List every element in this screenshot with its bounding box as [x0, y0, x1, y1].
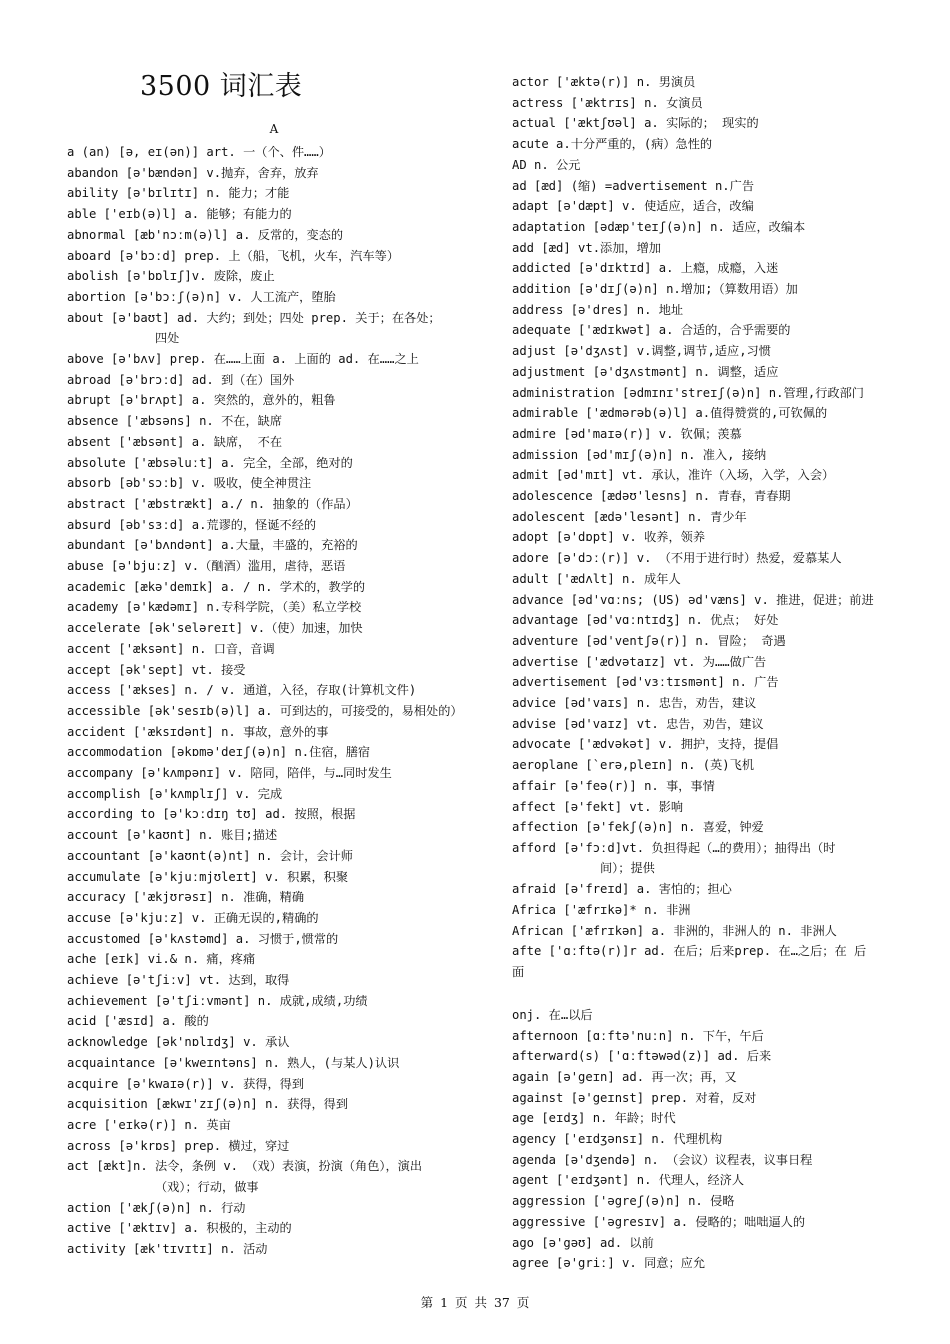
vocab-entry-text: absolute ['æbsəluːt] a. 完全，全部，绝对的 — [67, 455, 353, 470]
vocab-entry — [67, 1074, 485, 1095]
vocab-entry — [67, 680, 485, 701]
vocab-entry-text: adult ['ædʌlt] n. 成年人 — [512, 571, 681, 586]
vocab-entry — [512, 776, 887, 797]
vocab-entry-text: ad [æd] (缩) =advertisement n.广告 — [512, 178, 755, 193]
vocab-entry — [512, 652, 887, 673]
vocab-entry — [512, 238, 887, 259]
vocab-entry-text: afford [ə'fɔːd]vt. 负担得起（…的费用）；抽得出（时 — [512, 840, 836, 855]
section-letter: A — [269, 122, 279, 136]
vocab-entry-text: absorb [əb'sɔːb] v. 吸收，使全神贯注 — [67, 476, 312, 491]
vocab-entry-text: age [eɪdʒ] n. 年龄；时代 — [512, 1111, 676, 1126]
vocab-entry-text: adopt [ə'dɒpt] v. 收养，领养 — [512, 530, 706, 545]
vocab-entry-text: aeroplane [`erə,pleɪn] n. (英)飞机 — [512, 758, 755, 773]
vocab-entry — [67, 183, 485, 204]
vocab-entry — [512, 155, 887, 176]
vocab-entry — [512, 93, 887, 114]
vocab-entry-text: above [ə'bʌv] prep. 在……上面 a. 上面的 ad. 在……之上 — [67, 352, 419, 366]
vocab-entry-text: active ['æktɪv] a. 积极的，主动的 — [67, 1221, 292, 1236]
vocab-entry-text: about [ə'baʊt] ad. 大约；到处；四处 prep. 关于；在各处； — [67, 310, 441, 325]
vocab-entry — [512, 300, 887, 321]
vocab-entry-text: accompany [ə'kʌmpənɪ] v. 陪同，陪伴，与…同时发生 — [67, 766, 392, 780]
vocab-entry — [512, 320, 887, 341]
vocab-entry — [512, 1170, 887, 1191]
vocab-entry-text: acknowledge [ək'nɒlɪdʒ] v. 承认 — [67, 1035, 290, 1050]
vocab-entry-text: aggressive ['əgresɪv] a. 侵略的；咄咄逼人的 — [512, 1214, 806, 1229]
vocab-entry-text: again [ə'geɪn] ad. 再一次；再，又 — [512, 1069, 737, 1084]
vocab-entry-text: accessible [ək'sesɪb(ə)l] a. 可到达的，可接受的，易相处的） — [67, 703, 463, 718]
vocab-entry — [67, 908, 485, 929]
vocab-entry-text: abolish [ə'bɒlɪʃ]v. 废除，废止 — [67, 269, 275, 284]
vocab-entry-text: affair [ə'feə(r)] n. 事，事情 — [512, 778, 715, 793]
vocab-entry-text: activity [æk'tɪvɪtɪ] n. 活动 — [67, 1242, 268, 1257]
vocab-entry-text: accommodation [əkɒmə'deɪʃ(ə)n] n.住宿，膳宿 — [67, 745, 371, 760]
vocab-entry-text: account [ə'kaʊnt] n. 账目;描述 — [67, 828, 278, 843]
vocab-entry-text: action ['ækʃ(ə)n] n. 行动 — [67, 1200, 246, 1215]
vocab-entry — [512, 1108, 887, 1129]
vocab-entry — [67, 411, 485, 432]
vocab-entry — [67, 1053, 485, 1074]
vocab-entry-text: acquisition [ækwɪ'zɪʃ(ə)n] n. 获得，得到 — [67, 1097, 349, 1112]
vocab-entry-text: accident ['æksɪdənt] n. 事故，意外的事 — [67, 724, 329, 739]
vocab-entry-text: absent ['æbsənt] a. 缺席， 不在 — [67, 434, 283, 449]
vocab-entry — [67, 1011, 485, 1032]
vocab-entry-text: adjustment [ə'dʒʌstmənt] n. 调整，适应 — [512, 364, 779, 379]
vocab-entry — [67, 453, 485, 474]
vocab-entry — [67, 784, 485, 805]
vocab-entry — [67, 494, 485, 515]
vocab-entry — [512, 569, 887, 590]
vocab-entry — [67, 287, 485, 308]
vocab-entry-text: acre ['eɪkə(r)] n. 英亩 — [67, 1117, 231, 1132]
vocab-entry — [512, 714, 887, 735]
vocab-entry-text: ache [eɪk] vi.& n. 痛，疼痛 — [67, 952, 256, 967]
vocab-entry — [67, 225, 485, 246]
vocab-entry-text: academy [ə'kædəmɪ] n.专科学院，（美）私立学校 — [67, 600, 362, 615]
vocab-entry — [67, 390, 485, 411]
vocab-entry-text: agent ['eɪdʒənt] n. 代理人，经济人 — [512, 1173, 745, 1188]
vocab-entry — [67, 618, 485, 639]
vocab-entry-text: admission [əd'mɪʃ(ə)n] n. 准入, 接纳 — [512, 447, 767, 462]
vocab-entry — [67, 1136, 485, 1157]
vocab-entry — [512, 445, 887, 466]
vocab-entry-text: add [æd] vt.添加，增加 — [512, 240, 661, 255]
vocab-entry-text: administration [ədmɪnɪ'streɪʃ(ə)n] n.管理,行政部门 — [512, 385, 864, 400]
vocab-entry — [512, 527, 887, 548]
vocab-entry — [512, 465, 887, 486]
vocab-entry-text: accuracy ['ækjʊrəsɪ] n. 准确，精确 — [67, 890, 305, 905]
vocab-entry-text: affect [ə'fekt] vt. 影响 — [512, 799, 684, 814]
vocab-entry-text: absurd [əb'sɜːd] a.荒谬的，怪诞不经的 — [67, 517, 317, 532]
vocab-entry — [67, 867, 485, 888]
vocab-entry-text: adore [ə'dɔː(r)] v. （不用于进行时）热爱，爱慕某人 — [512, 551, 842, 566]
vocab-entry — [67, 763, 485, 784]
page-footer: 第 1 页 共 37 页 — [420, 1295, 530, 1310]
vocab-entry — [67, 639, 485, 660]
vocab-entry-text: adjust [ə'dʒʌst] v.调整,调节,适应,习惯 — [512, 344, 771, 359]
vocab-entry-text: according to [ə'kɔːdɪŋ tʊ] ad. 按照，根据 — [67, 807, 356, 822]
vocab-entry — [512, 548, 887, 569]
vocab-entry-text: academic [ækə'demɪk] a. / n. 学术的，教学的 — [67, 579, 366, 594]
vocab-entry-text: abrupt [ə'brʌpt] a. 突然的，意外的，粗鲁 — [67, 393, 336, 408]
vocab-entry — [512, 1191, 887, 1212]
vocab-entry — [67, 597, 485, 618]
vocab-entry — [67, 846, 485, 867]
vocab-entry-text: advance [əd'vɑːns; (US) əd'væns] v. 推进，促进；前进 — [512, 592, 874, 607]
vocab-entry — [67, 432, 485, 453]
vocab-entry-text: accumulate [ə'kjuːmjʊleɪt] v. 积累，积聚 — [67, 869, 349, 884]
vocab-entry-text: accent ['æksənt] n. 口音，音调 — [67, 641, 275, 656]
vocab-entry-text: accomplish [ə'kʌmplɪʃ] v. 完成 — [67, 786, 283, 801]
vocab-entry — [512, 1212, 887, 1233]
vocab-entry-text: actor ['æktə(r)] n. 男演员 — [512, 75, 696, 89]
vocab-entry-text: accuse [ə'kjuːz] v. 正确无误的,精确的 — [67, 910, 319, 925]
vocab-entry — [67, 929, 485, 950]
vocab-entry-text: addition [ə'dɪʃ(ə)n] n.增加;（算数用语）加 — [512, 282, 798, 296]
vocab-entry — [512, 879, 887, 900]
vocab-entry — [512, 590, 887, 611]
vocab-entry-text: adventure [əd'ventʃə(r)] n. 冒险； 奇遇 — [512, 633, 786, 648]
vocab-entry — [67, 142, 485, 163]
vocab-entry-text: affection [ə'fekʃ(ə)n] n. 喜爱，钟爱 — [512, 820, 764, 835]
vocab-entry — [512, 507, 887, 528]
vocab-entry — [512, 424, 887, 445]
vocab-entry — [67, 308, 485, 349]
vocab-entry-text: adolescent [ædə'lesənt] n. 青少年 — [512, 509, 747, 524]
vocab-entry — [67, 556, 485, 577]
vocab-entry-text: abnormal [æb'nɔːm(ə)l] a. 反常的，变态的 — [67, 227, 344, 242]
vocab-entry-text: advantage [əd'vɑːntɪdʒ] n. 优点； 好处 — [512, 613, 779, 628]
vocab-entry — [512, 734, 887, 755]
vocab-entry — [67, 970, 485, 991]
vocab-entry-text: onj. 在…以后 — [512, 1007, 593, 1022]
vocab-entry — [512, 72, 887, 93]
vocab-entry — [512, 817, 887, 838]
vocab-entry — [512, 1005, 887, 1026]
vocab-entry — [512, 921, 887, 942]
vocab-entry-text: abroad [ə'brɔːd] ad. 到（在）国外 — [67, 372, 295, 387]
vocab-entry-text: afte ['ɑːftə(r)]r ad. 在后；后来prep. 在…之后；在 后 — [512, 944, 867, 959]
vocab-entry — [512, 1026, 887, 1047]
vocab-entry — [67, 246, 485, 267]
vocab-entry-continuation: （戏）；行动，做事 — [155, 1179, 259, 1194]
vocab-entry-text: advertisement [əd'vɜːtɪsmənt] n. 广告 — [512, 675, 779, 690]
vocab-entry-text: AD n. 公元 — [512, 157, 581, 172]
vocab-entry — [67, 1218, 485, 1239]
vocab-entry-text: accustomed [ə'kʌstəmd] a. 习惯于,惯常的 — [67, 931, 339, 946]
vocab-entry — [67, 660, 485, 681]
vocab-entry-text: admirable ['ædmərəb(ə)l] a.值得赞赏的,可钦佩的 — [512, 406, 828, 421]
vocab-entry — [67, 204, 485, 225]
vocab-entry — [512, 486, 887, 507]
vocab-entry-text: acquaintance [ə'kweɪntəns] n. 熟人，(与某人)认识 — [67, 1055, 400, 1070]
vocab-entry — [512, 838, 887, 879]
vocab-entry-text: act [ækt]n. 法令，条例 v. （戏）表演，扮演（角色），演出 — [67, 1159, 423, 1174]
vocab-entry — [512, 1150, 887, 1171]
vocab-entry-text: able ['eɪb(ə)l] a. 能够；有能力的 — [67, 207, 292, 222]
vocab-entry-text: advertise ['ædvətaɪz] vt. 为……做广告 — [512, 654, 767, 669]
vocab-entry-text: admit [əd'mɪt] vt. 承认，准许（入场，入学，入会） — [512, 468, 835, 483]
vocab-entry-text: afraid [ə'freɪd] a. 害怕的；担心 — [512, 882, 732, 897]
vocab-entry-text: advise [əd'vaɪz] vt. 忠告，劝告，建议 — [512, 716, 764, 731]
vocab-entry-text: advice [əd'vaɪs] n. 忠告，劝告，建议 — [512, 696, 757, 710]
vocab-entry-text: acute a.十分严重的，(病）急性的 — [512, 137, 713, 152]
vocab-entry — [512, 1088, 887, 1109]
vocab-entry-text: accelerate [ək'seləreɪt] v.（使）加速，加快 — [67, 621, 363, 636]
vocab-entry-text: abuse [ə'bjuːz] v.（酗酒）滥用，虐待，恶语 — [67, 559, 346, 573]
vocab-entry — [67, 1115, 485, 1136]
vocab-entry — [512, 258, 887, 279]
vocab-entry — [512, 113, 887, 134]
vocab-entry — [512, 1233, 887, 1254]
vocab-entry-text: abundant [ə'bʌndənt] a.大量，丰盛的，充裕的 — [67, 538, 358, 553]
vocab-entry-text: actress ['æktrɪs] n. 女演员 — [512, 95, 703, 110]
vocab-entry — [67, 701, 485, 722]
vocab-entry — [512, 383, 887, 404]
vocab-entry — [67, 266, 485, 287]
vocab-entry-text: agency ['eɪdʒənsɪ] n. 代理机构 — [512, 1132, 723, 1146]
vocab-entry-text: accept [ək'sept] vt. 接受 — [67, 662, 246, 677]
vocab-entry — [67, 1032, 485, 1053]
vocab-entry — [67, 515, 485, 536]
vocab-entry-text: ago [ə'gəʊ] ad. 以前 — [512, 1235, 654, 1250]
vocab-entry — [67, 804, 485, 825]
vocab-entry — [67, 1094, 485, 1115]
vocab-entry — [67, 742, 485, 763]
vocab-entry — [67, 722, 485, 743]
vocab-entry — [512, 196, 887, 217]
vocab-entry — [67, 370, 485, 391]
vocab-entry-continuation: 四处 — [155, 331, 180, 346]
vocab-entry — [512, 217, 887, 238]
vocab-entry-text: aggression ['əgreʃ(ə)n] n. 侵略 — [512, 1194, 735, 1209]
vocab-entry — [512, 631, 887, 652]
vocab-entry — [512, 1046, 887, 1067]
vocab-entry-continuation: 间）；提供 — [600, 861, 655, 876]
vocab-entry — [512, 941, 887, 982]
vocab-entry-text: absence ['æbsəns] n. 不在，缺席 — [67, 414, 283, 429]
vocab-entry-text: agree [ə'griː] v. 同意；应允 — [512, 1256, 706, 1271]
vocab-entry-text: addicted [ə'dɪktɪd] a. 上瘾，成瘾，入迷 — [512, 261, 779, 276]
vocab-entry — [512, 797, 887, 818]
vocab-entry-text: adaptation [ədæp'teɪʃ(ə)n] n. 适应，改编本 — [512, 219, 806, 234]
vocab-entry-text: aboard [ə'bɔːd] prep. 上（船，飞机，火车，汽车等） — [67, 248, 400, 263]
vocab-entry — [67, 349, 485, 370]
vocab-entry — [512, 693, 887, 714]
vocab-entry-text: a (an) [ə, eɪ(ən)] art. 一（个、件……） — [67, 145, 331, 159]
vocab-entry — [67, 473, 485, 494]
vocab-entry-text: African ['æfrɪkən] a. 非洲的，非洲人的 n. 非洲人 — [512, 923, 837, 938]
vocab-entry — [67, 949, 485, 970]
vocab-entry — [67, 1198, 485, 1219]
vocab-entry — [67, 1156, 485, 1197]
vocab-entry-text: against [ə'geɪnst] prep. 对着，反对 — [512, 1090, 757, 1105]
vocab-entry — [512, 341, 887, 362]
vocab-entry-text: actual ['æktʃʊəl] a. 实际的； 现实的 — [512, 116, 759, 131]
vocab-entry-text: access ['ækses] n. / v. 通道，入径，存取(计算机文件) — [67, 683, 417, 698]
vocab-entry-text: abortion [ə'bɔːʃ(ə)n] v. 人工流产，堕胎 — [67, 289, 336, 304]
vocab-entry-text: acid ['æsɪd] a. 酸的 — [67, 1014, 209, 1029]
vocab-entry — [512, 403, 887, 424]
vocab-entry-text: address [ə'dres] n. 地址 — [512, 302, 684, 317]
vocab-entry — [512, 362, 887, 383]
vocab-entry — [67, 1239, 485, 1260]
vocab-entry — [512, 755, 887, 776]
vocab-entry-text: agenda [ə'dʒendə] n. （会议）议程表，议事日程 — [512, 1152, 813, 1167]
vocab-entry-text: admire [əd'maɪə(r)] v. 钦佩；羡慕 — [512, 426, 742, 441]
vocab-entry-text: afterward(s) ['ɑːftəwəd(z)] ad. 后来 — [512, 1049, 772, 1064]
vocab-entry — [67, 825, 485, 846]
vocab-entry-text: advocate ['ædvəkət] v. 拥护，支持，提倡 — [512, 737, 779, 752]
vocab-entry — [67, 991, 485, 1012]
vocab-entry-text: abandon [ə'bændən] v.抛弃，舍弃，放弃 — [67, 165, 319, 180]
vocab-entry-text: adapt [ə'dæpt] v. 使适应，适合，改编 — [512, 199, 754, 214]
vocab-entry-text: ability [ə'bɪlɪtɪ] n. 能力；才能 — [67, 186, 290, 201]
vocab-entry — [512, 900, 887, 921]
vocab-entry — [67, 535, 485, 556]
vocab-entry-text: acquire [ə'kwaɪə(r)] v. 获得，得到 — [67, 1076, 305, 1091]
vocab-entry-text: achievement [ə'tʃiːvmənt] n. 成就,成绩,功绩 — [67, 993, 368, 1008]
vocab-entry-text: accountant [ə'kaʊnt(ə)nt] n. 会计，会计师 — [67, 848, 353, 863]
vocab-entry-text: across [ə'krɒs] prep. 横过，穿过 — [67, 1138, 290, 1153]
vocab-entry — [512, 610, 887, 631]
vocab-entry-text: adequate ['ædɪkwət] a. 合适的，合乎需要的 — [512, 323, 791, 338]
vocab-entry-text: afternoon [ɑːftə'nuːn] n. 下午，午后 — [512, 1028, 764, 1043]
vocab-entry — [512, 1129, 887, 1150]
vocab-entry — [67, 887, 485, 908]
vocab-entry-text: Africa ['æfrɪkə]* n. 非洲 — [512, 903, 691, 917]
page-title: 3500 词汇表 — [140, 71, 303, 102]
vocab-entry-text: abstract ['æbstrækt] a./ n. 抽象的（作品） — [67, 496, 358, 511]
vocab-entry — [512, 176, 887, 197]
vocab-entry — [512, 279, 887, 300]
vocab-entry-continuation: 面 — [512, 964, 525, 979]
vocab-entry — [67, 577, 485, 598]
vocab-entry-text: achieve [ə'tʃiːv] vt. 达到，取得 — [67, 973, 290, 987]
vocab-entry — [512, 134, 887, 155]
vocab-entry — [512, 672, 887, 693]
vocab-entry-text: adolescence [ædəʊ'lesns] n. 青春，青春期 — [512, 489, 791, 503]
vocab-entry — [512, 1253, 887, 1274]
vocab-entry — [67, 163, 485, 184]
vocab-entry — [512, 1067, 887, 1088]
